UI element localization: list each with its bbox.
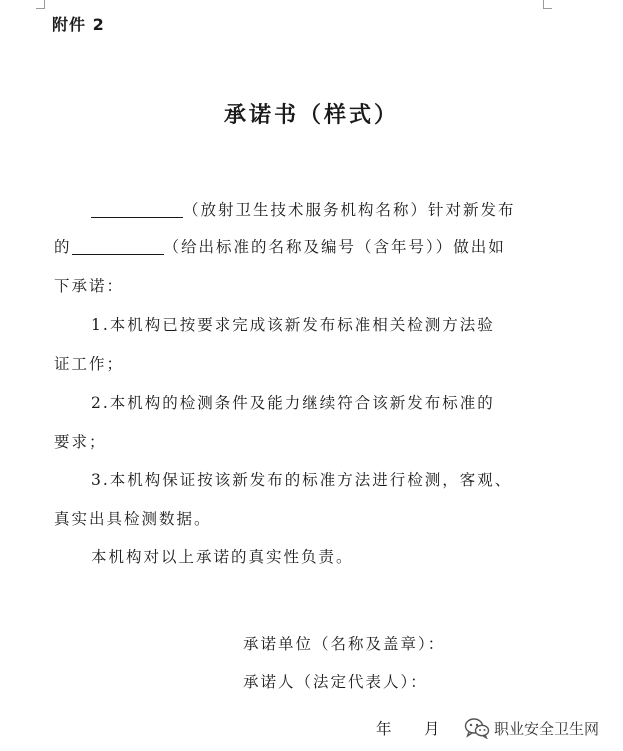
commitment-item-2b: 要求；: [54, 433, 107, 451]
fill-blank-standard: [72, 238, 164, 255]
corner-mark-top-right-h: [543, 8, 552, 9]
document-title: 承诺书（样式）: [223, 103, 399, 128]
commitment-item-3b: 真实出具检测数据。: [54, 510, 212, 528]
wechat-icon: [464, 717, 490, 739]
body-line-2: [54, 236, 506, 258]
signature-person: 承诺人（法定代表人）：: [243, 673, 428, 691]
watermark-text: 职业安全卫生网: [494, 719, 600, 738]
attachment-label: 附件 2: [52, 15, 105, 34]
watermark: [464, 717, 599, 739]
body-line-2-prefix: 的: [54, 238, 72, 256]
signature-unit: 承诺单位（名称及盖章）：: [243, 635, 446, 653]
commitment-item-1a: 1.本机构已按要求完成该新发布标准相关检测方法验: [91, 316, 495, 334]
corner-mark-top-left-h: [36, 8, 45, 9]
commitment-item-1b: 证工作；: [54, 355, 125, 373]
date-month-label: 月: [424, 720, 442, 738]
commitment-item-2a: 2.本机构的检测条件及能力继续符合该新发布标准的: [91, 394, 495, 412]
body-line-2-text: （给出标准的名称及编号（含年号））做出如: [163, 238, 506, 256]
corner-mark-top-right-v: [543, 0, 544, 8]
closing-statement: 本机构对以上承诺的真实性负责。: [91, 548, 354, 566]
body-line-1-text: （放射卫生技术服务机构名称）针对新发布: [183, 201, 516, 219]
corner-mark-top-left-v: [44, 0, 45, 8]
date-year-label: 年: [376, 720, 394, 738]
body-line-3: 下承诺：: [54, 277, 125, 295]
fill-blank-institution: [91, 201, 183, 218]
body-line-1: [91, 199, 516, 221]
commitment-item-3a: 3.本机构保证按该新发布的标准方法进行检测，客观、: [91, 471, 513, 489]
